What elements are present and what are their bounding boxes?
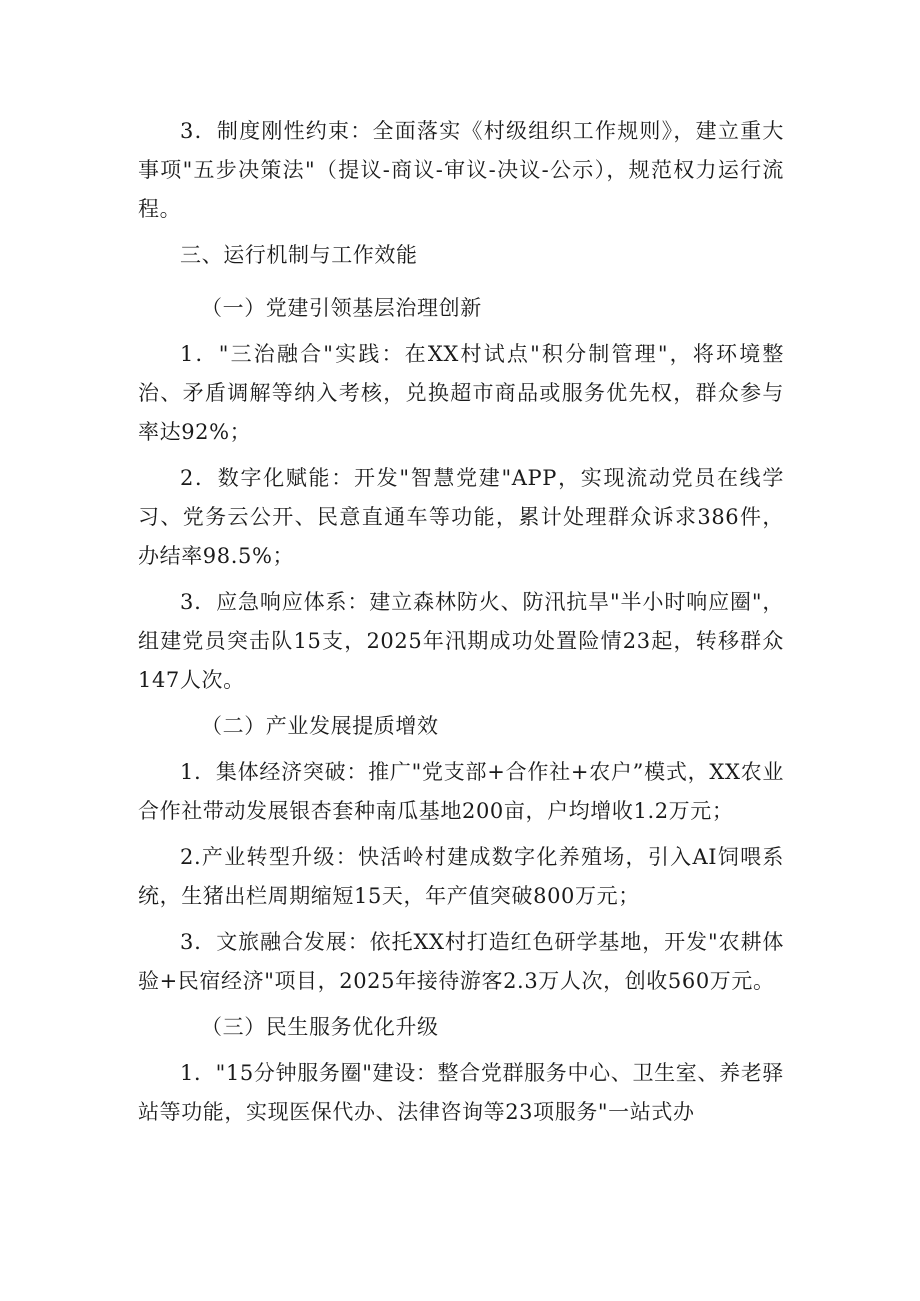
paragraph-culture-tourism: 3．文旅融合发展：依托XX村打造红色研学基地，开发"农耕体验+民宿经济"项目，2025年接待游客2.3万人次，创收560万元。: [138, 930, 784, 993]
subsection-heading-party-governance: （一）党建引领基层治理创新: [201, 296, 482, 320]
paragraph-service-circle: 1．"15分钟服务圈"建设：整合党群服务中心、卫生室、养老驿站等功能，实现医保代办、法律咨询等23项服务"一站式办: [138, 1061, 784, 1124]
document-body: [138, 112, 784, 1139]
subsection-heading-industry: （二）产业发展提质增效: [201, 714, 439, 738]
paragraph-three-governance: 1．"三治融合"实践：在XX村试点"积分制管理"，将环境整治、矛盾调解等纳入考核，兑换超市商品或服务优先权，群众参与率达92%；: [138, 342, 784, 444]
paragraph-collective-economy: 1．集体经济突破：推广"党支部+合作社+农户”模式，XX农业合作社带动发展银杏套种南瓜基地200亩，户均增收1.2万元；: [138, 760, 784, 823]
subsection-heading-livelihood: （三）民生服务优化升级: [201, 1015, 439, 1039]
paragraph-industry-upgrade: 2.产业转型升级：快活岭村建成数字化养殖场，引入AI饲喂系统，生猪出栏周期缩短15天，年产值突破800万元；: [138, 845, 784, 908]
section-heading-operation-mechanism: 三、运行机制与工作效能: [180, 243, 418, 267]
paragraph-emergency-response: 3．应急响应体系：建立森林防火、防汛抗旱"半小时响应圈"，组建党员突击队15支，2025年汛期成功处置险情23起，转移群众147人次。: [138, 590, 784, 692]
paragraph-digital-empowerment: 2．数字化赋能：开发"智慧党建"APP，实现流动党员在线学习、党务云公开、民意直通车等功能，累计处理群众诉求386件，办结率98.5%；: [138, 466, 784, 568]
paragraph-system-constraint: 3．制度刚性约束：全面落实《村级组织工作规则》，建立重大事项"五步决策法"（提议-商议-审议-决议-公示），规范权力运行流程。: [138, 119, 784, 221]
